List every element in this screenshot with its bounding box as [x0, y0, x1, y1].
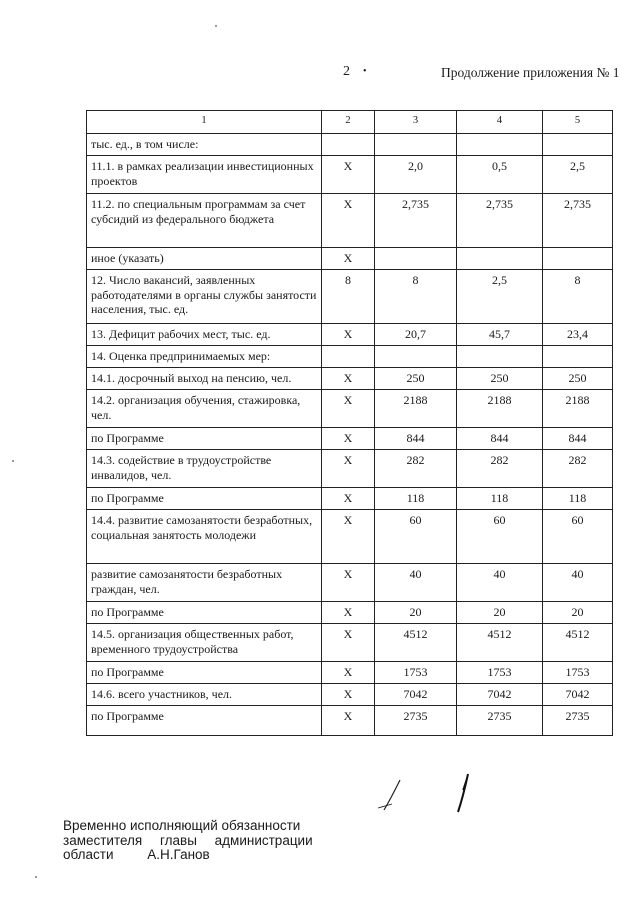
scan-speck [215, 25, 217, 27]
value-cell: X [322, 368, 375, 390]
row-label-cell: по Программе [87, 662, 322, 684]
value-cell: 2,5 [457, 270, 543, 324]
column-header: 2 [322, 111, 375, 134]
signatory-word: области [63, 847, 114, 862]
table-row [87, 624, 613, 662]
value-cell: 282 [543, 450, 613, 488]
signatory-name: А.Н.Ганов [147, 847, 210, 862]
value-cell: X [322, 706, 375, 736]
value-cell [457, 346, 543, 368]
value-cell: 60 [375, 510, 457, 564]
value-cell [543, 346, 613, 368]
row-label-cell: по Программе [87, 428, 322, 450]
value-cell: 2,735 [375, 194, 457, 248]
table-row [87, 428, 613, 450]
value-cell [375, 346, 457, 368]
value-cell: 118 [457, 488, 543, 510]
value-cell: 45,7 [457, 324, 543, 346]
value-cell: 8 [543, 270, 613, 324]
row-label-cell: тыс. ед., в том числе: [87, 134, 322, 156]
value-cell [375, 248, 457, 270]
table-row [87, 390, 613, 428]
table-row [87, 450, 613, 488]
value-cell: X [322, 324, 375, 346]
value-cell: 4512 [457, 624, 543, 662]
table-row [87, 368, 613, 390]
value-cell: X [322, 564, 375, 602]
signatory-word: администрации [214, 832, 313, 848]
value-cell [543, 134, 613, 156]
value-cell: 1753 [457, 662, 543, 684]
value-cell: X [322, 248, 375, 270]
value-cell: 7042 [543, 684, 613, 706]
value-cell: X [322, 624, 375, 662]
table-row [87, 194, 613, 248]
value-cell: X [322, 390, 375, 428]
value-cell: 40 [457, 564, 543, 602]
value-cell: X [322, 156, 375, 194]
value-cell [543, 248, 613, 270]
appendix-continuation-note: Продолжение приложения № 1 [441, 65, 620, 80]
value-cell: 118 [375, 488, 457, 510]
table-row [87, 156, 613, 194]
column-header: 5 [543, 111, 613, 134]
scan-speck [12, 460, 14, 462]
table-row [87, 270, 613, 324]
row-label-cell: 14.5. организация общественных работ, временного трудоустройства [87, 624, 322, 662]
value-cell: X [322, 662, 375, 684]
value-cell: 20,7 [375, 324, 457, 346]
value-cell: 60 [543, 510, 613, 564]
value-cell [457, 248, 543, 270]
value-cell: 2,0 [375, 156, 457, 194]
table-row [87, 324, 613, 346]
table-row [87, 684, 613, 706]
value-cell: 20 [375, 602, 457, 624]
value-cell: 2735 [457, 706, 543, 736]
value-cell: X [322, 428, 375, 450]
row-label-cell: 14.3. содействие в трудоустройстве инвалидов, чел. [87, 450, 322, 488]
table-row [87, 346, 613, 368]
table-row [87, 510, 613, 564]
signatory-word: главы [160, 832, 197, 848]
value-cell: 7042 [457, 684, 543, 706]
stray-mark: • [363, 66, 367, 77]
signatory-title-line-3 [63, 848, 313, 863]
row-label-cell: по Программе [87, 602, 322, 624]
value-cell: 250 [375, 368, 457, 390]
value-cell: 40 [543, 564, 613, 602]
value-cell: 2735 [375, 706, 457, 736]
value-cell: X [322, 450, 375, 488]
value-cell: 2,5 [543, 156, 613, 194]
row-label-cell: 14.6. всего участников, чел. [87, 684, 322, 706]
value-cell [375, 134, 457, 156]
value-cell: 4512 [543, 624, 613, 662]
table-row [87, 602, 613, 624]
value-cell: 60 [457, 510, 543, 564]
table-row [87, 564, 613, 602]
value-cell: X [322, 194, 375, 248]
value-cell: 2188 [457, 390, 543, 428]
value-cell [322, 346, 375, 368]
column-header: 4 [457, 111, 543, 134]
indicators-table [86, 110, 613, 736]
table-row [87, 134, 613, 156]
table-row [87, 706, 613, 736]
row-label-cell: 12. Число вакансий, заявленных работодателями в органы службы занятости населения, тыс. ед. [87, 270, 322, 324]
value-cell: 2188 [543, 390, 613, 428]
column-header: 3 [375, 111, 457, 134]
value-cell: X [322, 602, 375, 624]
signatory-title-line-2 [63, 834, 313, 849]
signature-block [63, 819, 313, 863]
value-cell: 1753 [543, 662, 613, 684]
page-number: 2 [343, 64, 350, 79]
value-cell: 20 [457, 602, 543, 624]
value-cell: 2,735 [543, 194, 613, 248]
signatory-word: заместителя [63, 832, 143, 848]
value-cell: 4512 [375, 624, 457, 662]
handwritten-signature [370, 770, 480, 815]
value-cell: X [322, 488, 375, 510]
value-cell: 844 [543, 428, 613, 450]
value-cell [457, 134, 543, 156]
value-cell: 250 [457, 368, 543, 390]
value-cell: 23,4 [543, 324, 613, 346]
table-row [87, 248, 613, 270]
row-label-cell: 14.1. досрочный выход на пенсию, чел. [87, 368, 322, 390]
value-cell: 2,735 [457, 194, 543, 248]
row-label-cell: развитие самозанятости безработных граждан, чел. [87, 564, 322, 602]
column-header: 1 [87, 111, 322, 134]
row-label-cell: иное (указать) [87, 248, 322, 270]
value-cell: X [322, 510, 375, 564]
row-label-cell: 11.2. по специальным программам за счет субсидий из федерального бюджета [87, 194, 322, 248]
value-cell: X [322, 684, 375, 706]
row-label-cell: 14. Оценка предпринимаемых мер: [87, 346, 322, 368]
table-row [87, 488, 613, 510]
scan-speck [35, 876, 37, 878]
value-cell: 250 [543, 368, 613, 390]
row-label-cell: 11.1. в рамках реализации инвестиционных проектов [87, 156, 322, 194]
value-cell: 844 [375, 428, 457, 450]
column-number-row [87, 111, 613, 134]
row-label-cell: 14.2. организация обучения, стажировка, чел. [87, 390, 322, 428]
value-cell: 2735 [543, 706, 613, 736]
row-label-cell: по Программе [87, 706, 322, 736]
row-label-cell: по Программе [87, 488, 322, 510]
value-cell: 282 [457, 450, 543, 488]
value-cell: 40 [375, 564, 457, 602]
row-label-cell: 14.4. развитие самозанятости безработных, социальная занятость молодежи [87, 510, 322, 564]
value-cell: 1753 [375, 662, 457, 684]
value-cell: 0,5 [457, 156, 543, 194]
value-cell: 7042 [375, 684, 457, 706]
value-cell: 8 [322, 270, 375, 324]
value-cell [322, 134, 375, 156]
signatory-title-line-1: Временно исполняющий обязанности [63, 818, 301, 833]
value-cell: 2188 [375, 390, 457, 428]
row-label-cell: 13. Дефицит рабочих мест, тыс. ед. [87, 324, 322, 346]
value-cell: 282 [375, 450, 457, 488]
value-cell: 20 [543, 602, 613, 624]
value-cell: 118 [543, 488, 613, 510]
value-cell: 844 [457, 428, 543, 450]
table-row [87, 662, 613, 684]
value-cell: 8 [375, 270, 457, 324]
